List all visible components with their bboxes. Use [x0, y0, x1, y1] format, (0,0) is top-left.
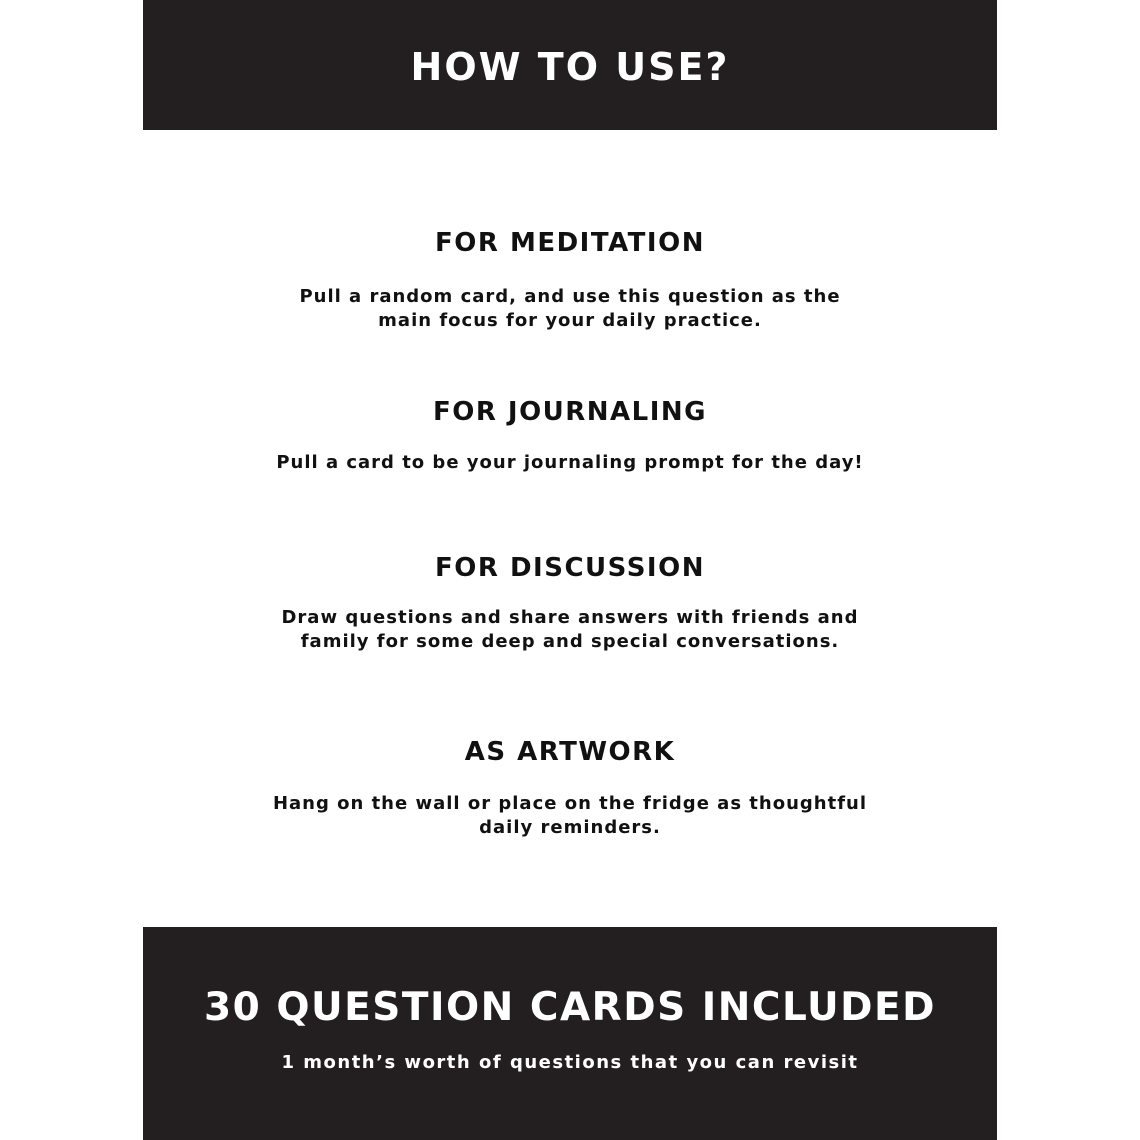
page-title: HOW TO USE?: [410, 45, 730, 89]
description-line: Pull a card to be your journaling prompt for the day!: [276, 452, 864, 473]
section-journaling: [143, 397, 997, 475]
section-description: [143, 606, 997, 654]
section-artwork: [143, 737, 997, 840]
section-heading: AS ARTWORK: [464, 737, 676, 767]
section-heading: FOR DISCUSSION: [435, 553, 705, 583]
section-meditation: [143, 228, 997, 333]
section-heading: FOR MEDITATION: [435, 228, 705, 258]
footer-band: [143, 927, 997, 1140]
description-line: Draw questions and share answers with friends and: [281, 607, 859, 628]
description-line: main focus for your daily practice.: [378, 310, 762, 331]
description-line: Pull a random card, and use this question as the: [299, 286, 841, 307]
description-line: daily reminders.: [479, 817, 661, 838]
header-band: [143, 0, 997, 130]
section-description: [143, 792, 997, 840]
section-description: [143, 451, 997, 475]
description-line: Hang on the wall or place on the fridge as thoughtful: [272, 793, 868, 814]
footer-subtitle: 1 month’s worth of questions that you can revisit: [281, 1052, 859, 1073]
section-description: [143, 285, 997, 333]
description-line: family for some deep and special conversations.: [300, 631, 840, 652]
section-heading: FOR JOURNALING: [432, 397, 708, 427]
section-discussion: [143, 553, 997, 654]
footer-title: 30 QUESTION CARDS INCLUDED: [203, 985, 937, 1030]
